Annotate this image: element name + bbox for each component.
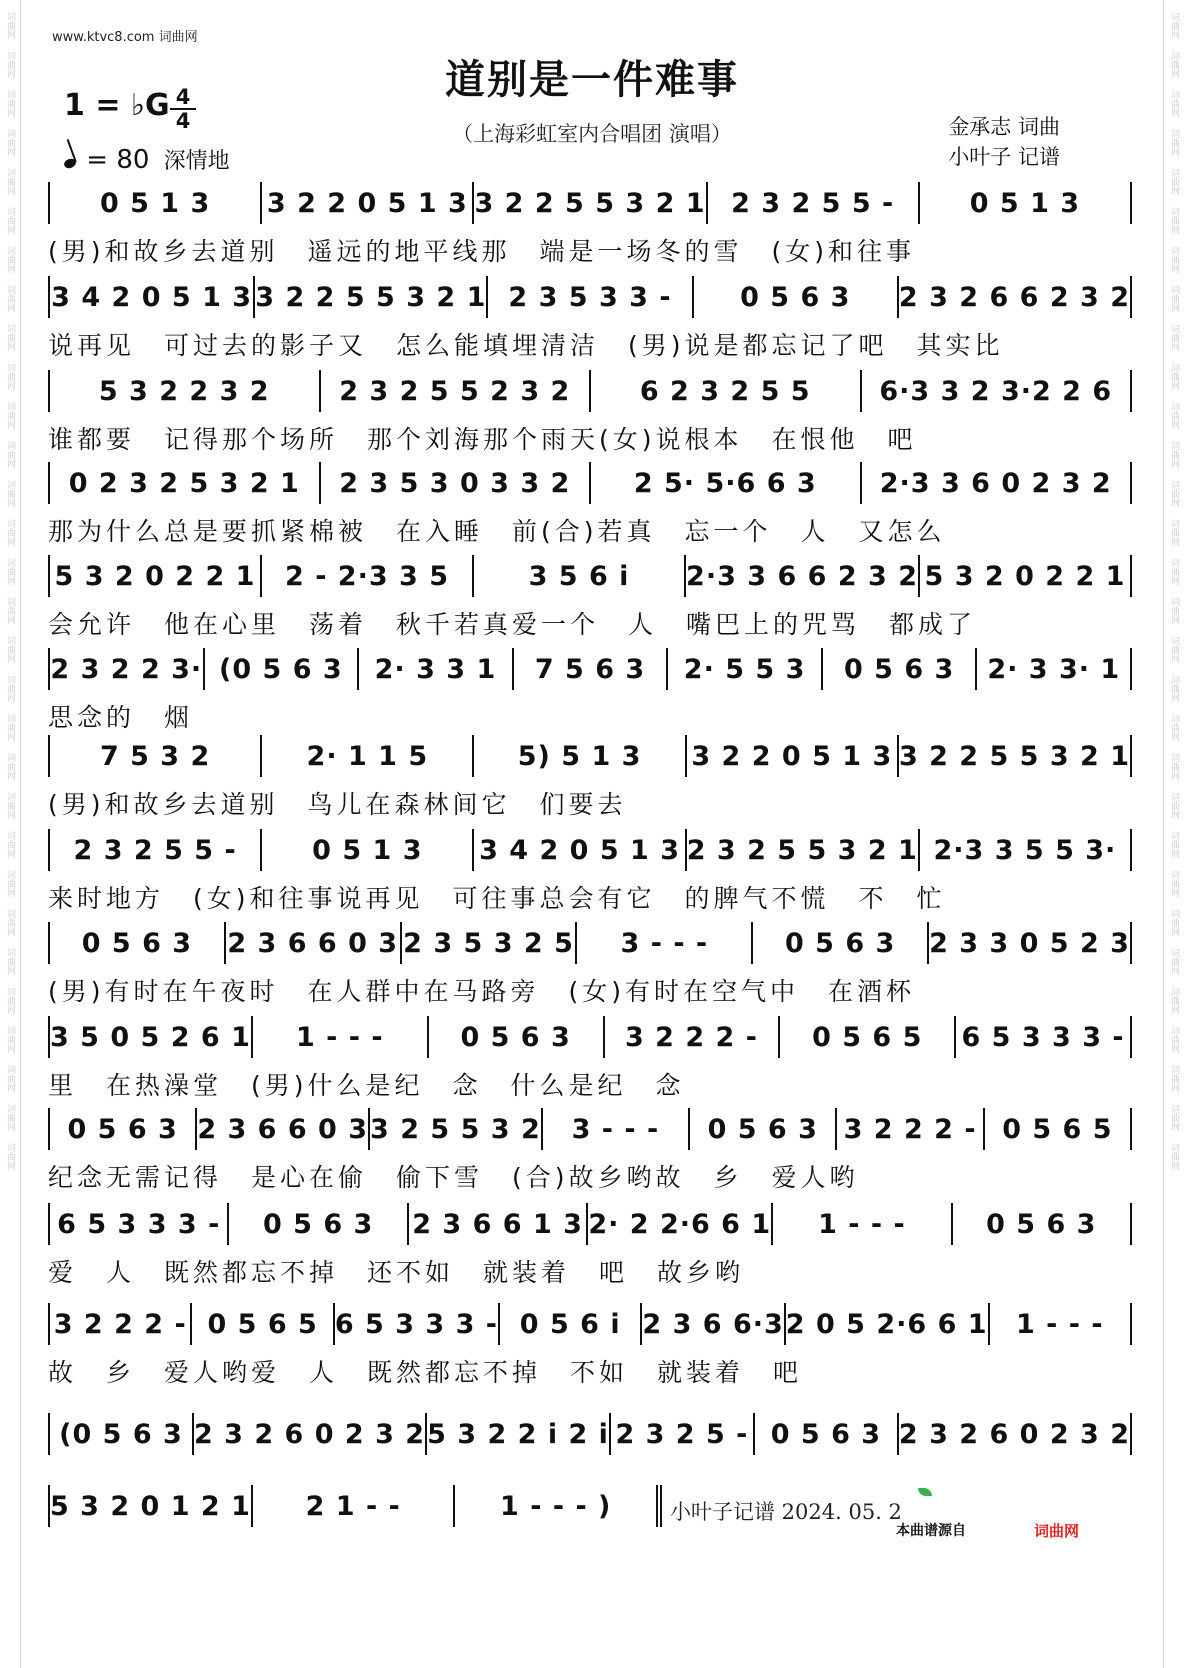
measure: 0 5 6 3	[229, 1203, 408, 1245]
measure: 2 3 6 6 0 3	[197, 1108, 370, 1150]
watermark-text: 词曲网	[5, 12, 15, 39]
watermark-text: 词曲网	[1169, 753, 1179, 780]
measure: 2 3 3 0 5 2 3	[929, 922, 1132, 964]
measure: 0 2 3 2 5 3 2 1	[50, 462, 321, 504]
measure: 0 5 6 3	[690, 1108, 837, 1150]
watermark-text: 词曲网	[1169, 402, 1179, 429]
measure: (0 5 6 3	[205, 648, 360, 690]
notation-row	[48, 1413, 1132, 1455]
watermark-text: 词曲网	[5, 987, 15, 1014]
score-system	[48, 370, 1132, 464]
measure: 2 3 5 3 0 3 3 2	[321, 462, 592, 504]
lyric-line: (男)有时在午夜时 在人群中在马路旁 (女)有时在空气中 在酒杯	[48, 977, 916, 1006]
measure: 2 3 5 3 3 -	[488, 276, 693, 318]
watermark-text: 词曲网	[1169, 519, 1179, 546]
notation-row	[48, 922, 1132, 964]
watermark-text: 词曲网	[5, 636, 15, 663]
measure: 2 3 2 5 5 3 2 1	[687, 829, 920, 871]
measure: 0 5 1 3	[262, 829, 474, 871]
measure: 2 3 2 5 -	[611, 1413, 755, 1455]
watermark-text: 词曲网	[1169, 51, 1179, 78]
lyricist-composer: 金承志 词曲	[948, 115, 1060, 139]
watermark-text: 词曲网	[5, 870, 15, 897]
time-signature-bottom: 4	[175, 109, 191, 133]
measure: 5 3 2 0 2 2 1	[920, 555, 1132, 597]
measure: 7 5 6 3	[514, 648, 669, 690]
measure: 0 5 6 3	[694, 276, 899, 318]
measure: 0 5 6 3	[953, 1203, 1132, 1245]
watermark-text: 词曲网	[1169, 207, 1179, 234]
watermark-text: 词曲网	[5, 831, 15, 858]
score-system	[48, 1016, 1132, 1110]
measure: 0 5 6 3	[429, 1016, 605, 1058]
score-system	[48, 648, 1132, 742]
watermark-text: 词曲网	[5, 792, 15, 819]
lyric-line: 里 在热澡堂 (男)什么是纪 念 什么是纪 念	[48, 1071, 685, 1100]
measure: 3 - - -	[577, 922, 753, 964]
watermark-text: 词曲网	[5, 753, 15, 780]
measure: 3 2 2 2 -	[50, 1303, 192, 1345]
lyric-line: 纪念无需记得 是心在偷 偷下雪 (合)故乡哟故 乡 爱人哟	[48, 1163, 859, 1192]
measure: 2 3 2 6 0 2 3 2	[194, 1413, 427, 1455]
watermark-text: 词曲网	[5, 51, 15, 78]
measure: 3 2 2 2 -	[605, 1016, 781, 1058]
measure: 1 - - -	[773, 1203, 952, 1245]
measure: 3 4 2 0 5 1 3	[474, 829, 686, 871]
watermark-text: 词曲网	[1169, 636, 1179, 663]
lyric-line: 那为什么总是要抓紧棉被 在入睡 前(合)若真 忘一个 人 又怎么	[48, 517, 946, 546]
score-system	[48, 462, 1132, 556]
measure: 6 5 3 3 3 -	[956, 1016, 1132, 1058]
watermark-text: 词曲网	[1169, 480, 1179, 507]
site-url[interactable]: www.ktvc8.com 词曲网	[52, 30, 198, 45]
watermark-text: 词曲网	[1169, 558, 1179, 585]
source-label: 本曲谱源自	[896, 1523, 966, 1539]
watermark-text: 词曲网	[1169, 12, 1179, 39]
measure: 3 2 2 0 5 1 3	[687, 735, 899, 777]
score-system	[48, 1203, 1132, 1297]
watermark-text: 词曲网	[5, 1104, 15, 1131]
watermark-text: 词曲网	[1169, 1143, 1179, 1170]
watermark-text: 词曲网	[1169, 129, 1179, 156]
score-system	[48, 182, 1132, 276]
measure: 3 5 6 i	[474, 555, 686, 597]
measure: 0 5 6 5	[780, 1016, 956, 1058]
watermark-text: 词曲网	[1169, 90, 1179, 117]
measure: 6 5 3 3 3 -	[50, 1203, 229, 1245]
notation-row	[48, 735, 1132, 777]
measure: 2 1 - -	[253, 1485, 456, 1527]
transcriber: 小叶子 记谱	[948, 145, 1060, 169]
measure: 5 3 2 2 i 2 i	[427, 1413, 611, 1455]
quarter-note-icon	[63, 157, 77, 170]
watermark-text: 词曲网	[1169, 987, 1179, 1014]
measure: 1 - - -	[990, 1303, 1132, 1345]
measure: 1 - - - )	[455, 1485, 662, 1527]
notation-row	[48, 648, 1132, 690]
measure: 0 5 6 3	[50, 922, 226, 964]
measure: 0 5 6 3	[753, 922, 929, 964]
watermark-text: 词曲网	[5, 402, 15, 429]
lyric-line: 谁都要 记得那个场所 那个刘海那个雨天(女)说根本 在恨他 吧	[48, 425, 917, 454]
measure: 0 5 6 5	[192, 1303, 334, 1345]
score-system	[48, 922, 1132, 1016]
watermark-text: 词曲网	[5, 1065, 15, 1092]
watermark-text: 词曲网	[1169, 675, 1179, 702]
key-signature: 1 = ♭G	[64, 88, 170, 123]
lyric-line: 思念的 烟	[48, 703, 194, 732]
measure: 2· 2 2·6 6 1	[588, 1203, 773, 1245]
watermark-text: 词曲网	[5, 675, 15, 702]
time-signature	[170, 86, 196, 132]
watermark-text: 词曲网	[5, 1143, 15, 1170]
watermark-text: 词曲网	[1169, 1104, 1179, 1131]
watermark-text: 词曲网	[5, 129, 15, 156]
notation-row	[48, 462, 1132, 504]
watermark-text: 词曲网	[1169, 1026, 1179, 1053]
measure: 0 5 1 3	[50, 182, 262, 224]
watermark-text: 词曲网	[5, 714, 15, 741]
measure: 3 5 0 5 2 6 1	[50, 1016, 253, 1058]
measure: 2 3 2 2 3·	[50, 648, 205, 690]
measure: 0 5 6 5	[985, 1108, 1132, 1150]
watermark-text: 词曲网	[1169, 831, 1179, 858]
measure: 3 - - -	[543, 1108, 690, 1150]
notation-row	[48, 1108, 1132, 1150]
time-signature-top: 4	[170, 86, 196, 110]
watermark-text: 词曲网	[5, 558, 15, 585]
watermark-text: 词曲网	[1169, 1065, 1179, 1092]
measure: (0 5 6 3	[50, 1413, 194, 1455]
measure: 0 5 6 3	[50, 1108, 197, 1150]
watermark-text: 词曲网	[1169, 714, 1179, 741]
measure: 2· 3 3 1	[359, 648, 514, 690]
lyric-line: 爱 人 既然都忘不掉 还不如 就装着 吧 故乡哟	[48, 1258, 745, 1287]
measure: 3 2 2 5 5 3 2 1	[255, 276, 488, 318]
notation-row	[48, 1303, 1132, 1345]
watermark-text: 词曲网	[1169, 441, 1179, 468]
measure: 3 2 2 5 5 3 2 1	[474, 182, 707, 224]
watermark-text: 词曲网	[5, 207, 15, 234]
measure: 6 5 3 3 3 -	[335, 1303, 500, 1345]
credits	[948, 112, 1060, 172]
watermark-text: 词曲网	[5, 597, 15, 624]
score-system	[48, 1303, 1132, 1397]
watermark-text: 词曲网	[1169, 792, 1179, 819]
measure: 6·3 3 2 3·2 2 6	[862, 370, 1133, 412]
watermark-text: 词曲网	[1169, 909, 1179, 936]
measure: 5 3 2 0 1 2 1	[50, 1485, 253, 1527]
tempo-mood: 深情地	[163, 149, 230, 174]
measure: 5 3 2 2 3 2	[50, 370, 321, 412]
notation-row	[48, 1203, 1132, 1245]
notation-row	[48, 182, 1132, 224]
watermark-text: 词曲网	[1169, 363, 1179, 390]
measure: 1 - - -	[253, 1016, 429, 1058]
measure: 2 3 2 5 5 -	[50, 829, 262, 871]
measure: 0 5 1 3	[920, 182, 1132, 224]
measure: 2 0 5 2·6 6 1	[786, 1303, 990, 1345]
watermark-text: 词曲网	[5, 363, 15, 390]
measure: 0 5 6 3	[823, 648, 978, 690]
measure: 2 3 2 5 5 2 3 2	[321, 370, 592, 412]
notation-row	[48, 1016, 1132, 1058]
score-system	[48, 555, 1132, 649]
measure: 5 3 2 0 2 2 1	[50, 555, 262, 597]
song-title: 道别是一件难事	[445, 57, 739, 103]
watermark-text: 词曲网	[5, 480, 15, 507]
site-logo[interactable]: 词曲网	[1034, 1522, 1080, 1540]
measure: 2 3 5 3 2 5	[402, 922, 578, 964]
notation-row	[48, 370, 1132, 412]
measure: 2· 1 1 5	[262, 735, 474, 777]
measure: 2 3 2 5 5 -	[708, 182, 920, 224]
notation-row	[48, 1485, 662, 1527]
performer-subtitle: （上海彩虹室内合唱团 演唱）	[452, 122, 732, 146]
lyric-line: 来时地方 (女)和往事说再见 可往事总会有它 的脾气不慌 不 忙	[48, 884, 946, 913]
watermark-text: 词曲网	[1169, 168, 1179, 195]
notation-row	[48, 555, 1132, 597]
watermark-text: 词曲网	[5, 1026, 15, 1053]
measure: 2 3 2 6 0 2 3 2	[899, 1413, 1132, 1455]
measure: 3 2 5 5 3 2	[370, 1108, 543, 1150]
score-system	[48, 735, 1132, 829]
notation-row	[48, 829, 1132, 871]
measure: 3 2 2 0 5 1 3	[262, 182, 474, 224]
watermark-text: 词曲网	[5, 324, 15, 351]
measure: 3 2 2 5 5 3 2 1	[899, 735, 1132, 777]
measure: 2 3 6 6 1 3	[409, 1203, 588, 1245]
lyric-line: 会允许 他在心里 荡着 秋千若真爱一个 人 嘴巴上的咒骂 都成了	[48, 610, 977, 639]
measure: 3 4 2 0 5 1 3	[50, 276, 255, 318]
score-system	[48, 829, 1132, 923]
watermark-text: 词曲网	[1169, 285, 1179, 312]
lyric-line: (男)和故乡去道别 遥远的地平线那 端是一场冬的雪 (女)和往事	[48, 237, 916, 266]
lyric-line: 故 乡 爱人哟爱 人 既然都忘不掉 不如 就装着 吧	[48, 1358, 803, 1387]
measure: 2 - 2·3 3 5	[262, 555, 474, 597]
measure: 2· 5 5 3	[668, 648, 823, 690]
watermark-text: 词曲网	[5, 90, 15, 117]
measure: 3 2 2 2 -	[837, 1108, 984, 1150]
tempo-marking	[64, 144, 230, 175]
watermark-text: 词曲网	[5, 909, 15, 936]
watermark-text: 词曲网	[5, 168, 15, 195]
notation-row	[48, 276, 1132, 318]
watermark-text: 词曲网	[1169, 597, 1179, 624]
measure: 6 2 3 2 5 5	[591, 370, 862, 412]
watermark-text: 词曲网	[5, 246, 15, 273]
score-system	[48, 1485, 1132, 1579]
watermark-text: 词曲网	[1169, 948, 1179, 975]
watermark-text: 词曲网	[5, 441, 15, 468]
measure: 2 3 6 6 0 3	[226, 922, 402, 964]
measure: 5) 5 1 3	[474, 735, 686, 777]
measure: 2·3 3 6 0 2 3 2	[862, 462, 1133, 504]
left-margin-watermark	[0, 0, 21, 1668]
watermark-text: 词曲网	[5, 948, 15, 975]
watermark-text: 词曲网	[1169, 870, 1179, 897]
measure: 2 3 2 6 6 2 3 2	[899, 276, 1132, 318]
lyric-line: (男)和故乡去道别 鸟儿在森林间它 们要去	[48, 790, 627, 819]
measure: 0 5 6 3	[755, 1413, 899, 1455]
measure: 2·3 3 5 5 3·	[920, 829, 1132, 871]
right-margin-watermark	[1163, 0, 1184, 1668]
watermark-text: 词曲网	[1169, 324, 1179, 351]
watermark-text: 词曲网	[5, 285, 15, 312]
measure: 7 5 3 2	[50, 735, 262, 777]
score-system	[48, 276, 1132, 370]
tempo-value: = 80	[86, 145, 150, 175]
watermark-text: 词曲网	[5, 519, 15, 546]
measure: 2· 3 3· 1	[977, 648, 1132, 690]
measure: 2 3 6 6·3	[642, 1303, 785, 1345]
measure: 0 5 6 i	[500, 1303, 642, 1345]
measure: 2 5· 5·6 6 3	[591, 462, 862, 504]
footer-transcriber-date: 小叶子记谱 2024. 05. 2	[670, 1500, 902, 1524]
score-system	[48, 1108, 1132, 1202]
measure: 2·3 3 6 6 2 3 2	[686, 555, 920, 597]
watermark-text: 词曲网	[1169, 246, 1179, 273]
lyric-line: 说再见 可过去的影子又 怎么能填埋清洁 (男)说是都忘记了吧 其实比	[48, 331, 1004, 360]
